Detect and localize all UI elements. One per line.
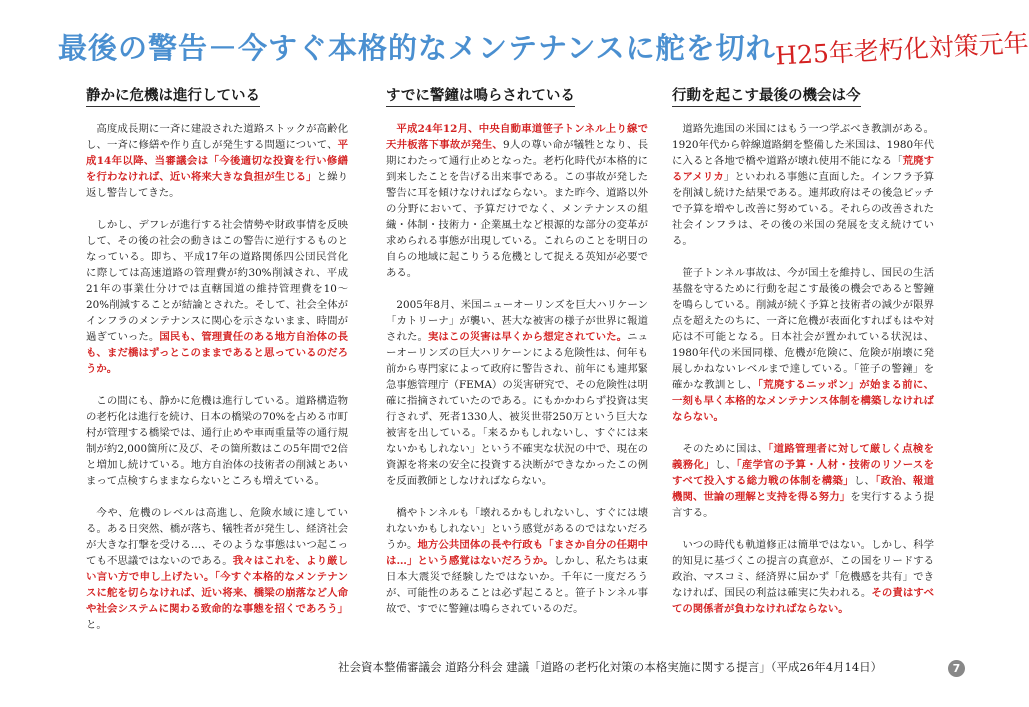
col1-paragraph-1: 高度成長期に一斉に建設された道路ストックが高齢化し、一斉に修繕や作り直しが発生する問題について、平成14年以降、当審議会は「今後適切な投資を行い修繕を行わなければ、近い将来大きな負担が生じる」と繰り返し警告してきた。 xyxy=(86,123,348,199)
page-title: 最後の警告－今すぐ本格的なメンテナンスに舵を切れ xyxy=(58,31,776,65)
col3-paragraph-3: そのために国は、「道路管理者に対して厳しく点検を義務化」し、「産学官の予算・人材・技術のリソースをすべて投入する総力戦の体制を構築」し、「政治、報道機関、世論の理解と支持を得る努力」を実行するよう提言する。 xyxy=(672,443,935,519)
col1-paragraph-2: しかし、デフレが進行する社会情勢や財政事情を反映して、その後の社会の動きはこの警告に逆行するものとなっている。即ち、平成17年の道路関係四公団民営化に際しては高速道路の管理費が約30%削減され、平成21年の事業仕分けでは直轄国道の維持管理費を10～20%削減することが結論とされた。そして、社会全体がインフラのメンテナンスに関心を示さないまま、時間が過ぎていった。国民も、管理責任のある地方自治体の長も、まだ橋はずっとこのままであると思っているのだろうか。 xyxy=(86,219,349,375)
column-3-heading: 行動を起こす最後の機会は今 xyxy=(672,84,861,107)
col3-paragraph-2: 笹子トンネル事故は、今が国土を維持し、国民の生活基盤を守るために行動を起こす最後の機会であると警鐘を鳴らしている。削減が続く予算と技術者の減少が限界点を超えたのちに、一斉に危機が表面化すればもはや対応は不可能となる。日本社会が置かれている状況は、1980年代の米国同様、危機が危険に、危険が崩壊に発展しかねないレベルまで達している。「笹子の警鐘」を確かな教訓とし、「荒廃するニッポン」が始まる前に、一刻も早く本格的なメンテナンス体制を構築しなければならない。 xyxy=(672,267,935,423)
page-number: 7 xyxy=(948,660,965,677)
col2-paragraph-1: 平成24年12月、中央自動車道笹子トンネル上り線で天井板落下事故が発生、9人の尊い命が犠牲となり、長期にわたって通行止めとなった。老朽化時代が本格的に到来したことを告げる出来事である。この事故が発した警告に耳を傾けなければならない。また昨今、道路以外の分野において、予算だけでなく、メンテナンスの組織・体制・技術力・企業風土など根源的な部分の変革が求められる事態が出現している。これらのことを明日の自らの地域に起こりうる危機として捉える英知が必要である。 xyxy=(386,123,648,279)
handwritten-stamp: H25年老朽化対策元年 xyxy=(774,28,1029,71)
column-2 xyxy=(386,84,648,633)
col3-paragraph-1: 道路先進国の米国にはもう一つ学ぶべき教訓がある。1920年代から幹線道路網を整備した米国は、1980年代に入ると各地で橋や道路が壊れ使用不能になる「荒廃するアメリカ」といわれる事態に直面した。インフラ予算を削減し続けた結果である。連邦政府はその後急ピッチで予算を増やし改善に努めている。それらの改善された社会インフラは、その後の米国の発展を支え続けている。 xyxy=(672,123,934,247)
column-1 xyxy=(86,84,348,649)
col1-paragraph-4: 今や、危機のレベルは高進し、危険水域に達している。ある日突然、橋が落ち、犠牲者が発生し、経済社会が大きな打撃を受ける…、そのような事態はいつ起こっても不思議ではないのである。我々はこれを、より厳しい言い方で申し上げたい。「今すぐ本格的なメンテナンスに舵を切らなければ、近い将来、橋梁の崩落など人命や社会システムに関わる致命的な事態を招くであろう」と。 xyxy=(86,507,349,631)
column-1-heading: 静かに危機は進行している xyxy=(86,84,260,107)
col3-paragraph-4: いつの時代も軌道修正は簡単ではない。しかし、科学的知見に基づくこの提言の真意が、この国をリードする政治、マスコミ、経済界に届かず「危機感を共有」できなければ、国民の利益は確実に失われる。その責はすべての関係者が負わなければならない。 xyxy=(672,539,935,615)
col2-paragraph-2: 2005年8月、米国ニューオーリンズを巨大ハリケーン「カトリーナ」が襲い、甚大な被害の様子が世界に報道された。実はこの災害は早くから想定されていた。ニューオーリンズの巨大ハリケーンによる危険性は、何年も前から専門家によって政府に警告され、前年にも連邦緊急事態管理庁（FEMA）の災害研究で、その危険性は明確に指摘されていたのである。にもかかわらず投資は実行されず、死者1330人、被災世帯250万という巨大な被害を出している。「来るかもしれないし、すぐには来ないかもしれない」という不確実な状況の中で、現在の資源を将来の安全に投資する決断ができなかったこの例を反面教師としなければならない。 xyxy=(386,299,649,487)
col1-paragraph-3: この間にも、静かに危機は進行している。道路構造物の老朽化は進行を続け、日本の橋梁の70%を占める市町村が管理する橋梁では、通行止めや車両重量等の通行規制が約2,000箇所に及び、その箇所数はこの5年間で2倍と増加し続けている。地方自治体の技術者の削減とあいまって点検すらままならないところも増えている。 xyxy=(86,395,348,487)
column-3 xyxy=(672,84,934,633)
source-citation: 社会資本整備審議会 道路分科会 建議「道路の老朽化対策の本格実施に関する提言」（平成26年4月14日） xyxy=(338,660,883,674)
col2-paragraph-3: 橋やトンネルも「壊れるかもしれないし、すぐには壊れないかもしれない」という感覚があるのではないだろうか。地方公共団体の長や行政も「まさか自分の任期中は…」という感覚はないだろうか。しかし、私たちは東日本大震災で経験したではないか。千年に一度だろうが、可能性のあることは必ず起こると。笹子トンネル事故で、すでに警鐘は鳴らされているのだ。 xyxy=(386,507,649,615)
column-2-heading: すでに警鐘は鳴らされている xyxy=(386,84,575,107)
